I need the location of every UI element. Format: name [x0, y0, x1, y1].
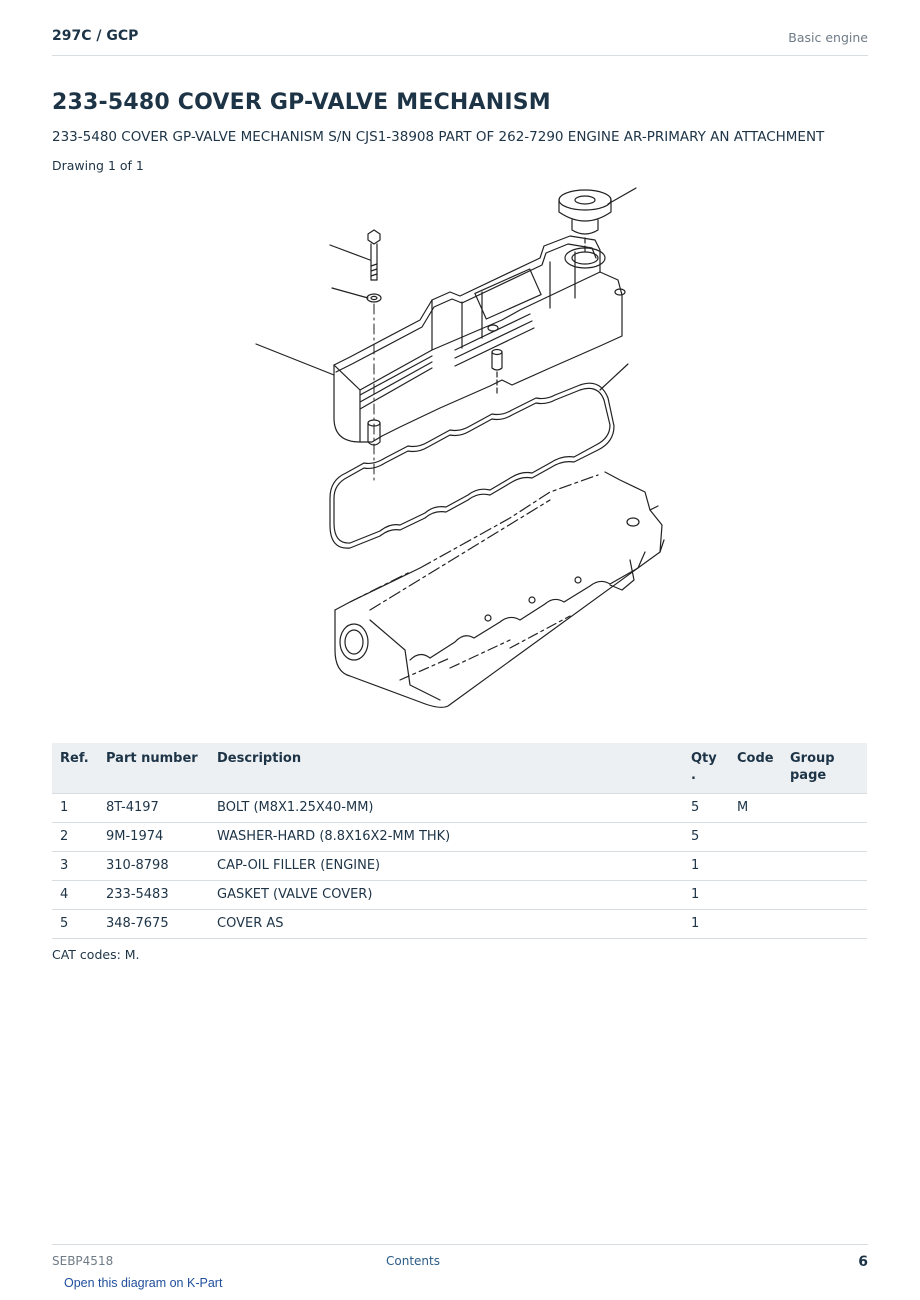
page-header [52, 28, 868, 56]
gasket-drawing [330, 383, 614, 548]
washer-drawing [367, 294, 381, 302]
cell-group-page [782, 910, 867, 939]
cell-ref: 1 [52, 794, 98, 823]
cell-qty: 5 [683, 794, 729, 823]
cell-code [729, 852, 782, 881]
col-qty-line2: . [691, 768, 696, 783]
cell-code [729, 910, 782, 939]
table-row [52, 823, 867, 852]
cell-description: BOLT (M8X1.25X40-MM) [209, 794, 683, 823]
cat-codes-note: CAT codes: M. [52, 947, 140, 962]
cell-qty: 1 [683, 910, 729, 939]
cell-part-number: 233-5483 [98, 881, 209, 910]
document-id: SEBP4518 [52, 1254, 114, 1268]
col-group-page [782, 743, 867, 794]
page-footer [52, 1244, 868, 1274]
table-row [52, 910, 867, 939]
cell-group-page [782, 852, 867, 881]
cell-description: CAP-OIL FILLER (ENGINE) [209, 852, 683, 881]
cell-ref: 4 [52, 881, 98, 910]
cell-part-number: 9M-1974 [98, 823, 209, 852]
col-part-number: Part number [98, 743, 209, 794]
contents-link[interactable]: Contents [386, 1254, 440, 1268]
cell-description: WASHER-HARD (8.8X16X2-MM THK) [209, 823, 683, 852]
leader-line-washer [332, 288, 368, 298]
col-group-line2: page [790, 768, 827, 783]
cell-qty: 5 [683, 823, 729, 852]
cell-ref: 3 [52, 852, 98, 881]
cell-part-number: 8T-4197 [98, 794, 209, 823]
machine-model: 297C / GCP [52, 28, 139, 44]
oil-filler-cap-drawing [559, 190, 611, 252]
page-subtitle: 233-5480 COVER GP-VALVE MECHANISM S/N CJS1-38908 PART OF 262-7290 ENGINE AR-PRIMARY AN ATTACHMENT [52, 129, 825, 145]
cell-ref: 2 [52, 823, 98, 852]
col-group-line1: Group [790, 751, 835, 766]
bolt-drawing [368, 230, 380, 280]
valve-cover-drawing [334, 236, 625, 445]
cell-part-number: 310-8798 [98, 852, 209, 881]
col-ref: Ref. [52, 743, 98, 794]
exploded-parts-diagram [250, 180, 680, 715]
leader-line-cover [256, 344, 334, 375]
cell-code [729, 881, 782, 910]
cylinder-head-drawing [335, 472, 664, 707]
cell-ref: 5 [52, 910, 98, 939]
parts-table [52, 743, 867, 939]
page-number: 6 [858, 1254, 868, 1270]
cell-description: GASKET (VALVE COVER) [209, 881, 683, 910]
leader-line-filler-cap [608, 188, 636, 204]
drawing-count: Drawing 1 of 1 [52, 158, 144, 173]
table-header-row [52, 743, 867, 794]
cell-group-page [782, 794, 867, 823]
table-row [52, 852, 867, 881]
table-row [52, 794, 867, 823]
leader-line-gasket [600, 364, 628, 390]
col-description: Description [209, 743, 683, 794]
cell-group-page [782, 881, 867, 910]
cell-description: COVER AS [209, 910, 683, 939]
cell-part-number: 348-7675 [98, 910, 209, 939]
cell-group-page [782, 823, 867, 852]
table-row [52, 881, 867, 910]
col-qty [683, 743, 729, 794]
cell-code: M [729, 794, 782, 823]
page-title: 233-5480 COVER GP-VALVE MECHANISM [52, 90, 551, 115]
cell-code [729, 823, 782, 852]
section-name: Basic engine [788, 30, 868, 45]
col-code: Code [729, 743, 782, 794]
cell-qty: 1 [683, 852, 729, 881]
col-qty-line1: Qty [691, 751, 717, 766]
open-in-kpart-link[interactable]: Open this diagram on K-Part [64, 1276, 223, 1290]
leader-line-bolt [330, 245, 370, 260]
cell-qty: 1 [683, 881, 729, 910]
